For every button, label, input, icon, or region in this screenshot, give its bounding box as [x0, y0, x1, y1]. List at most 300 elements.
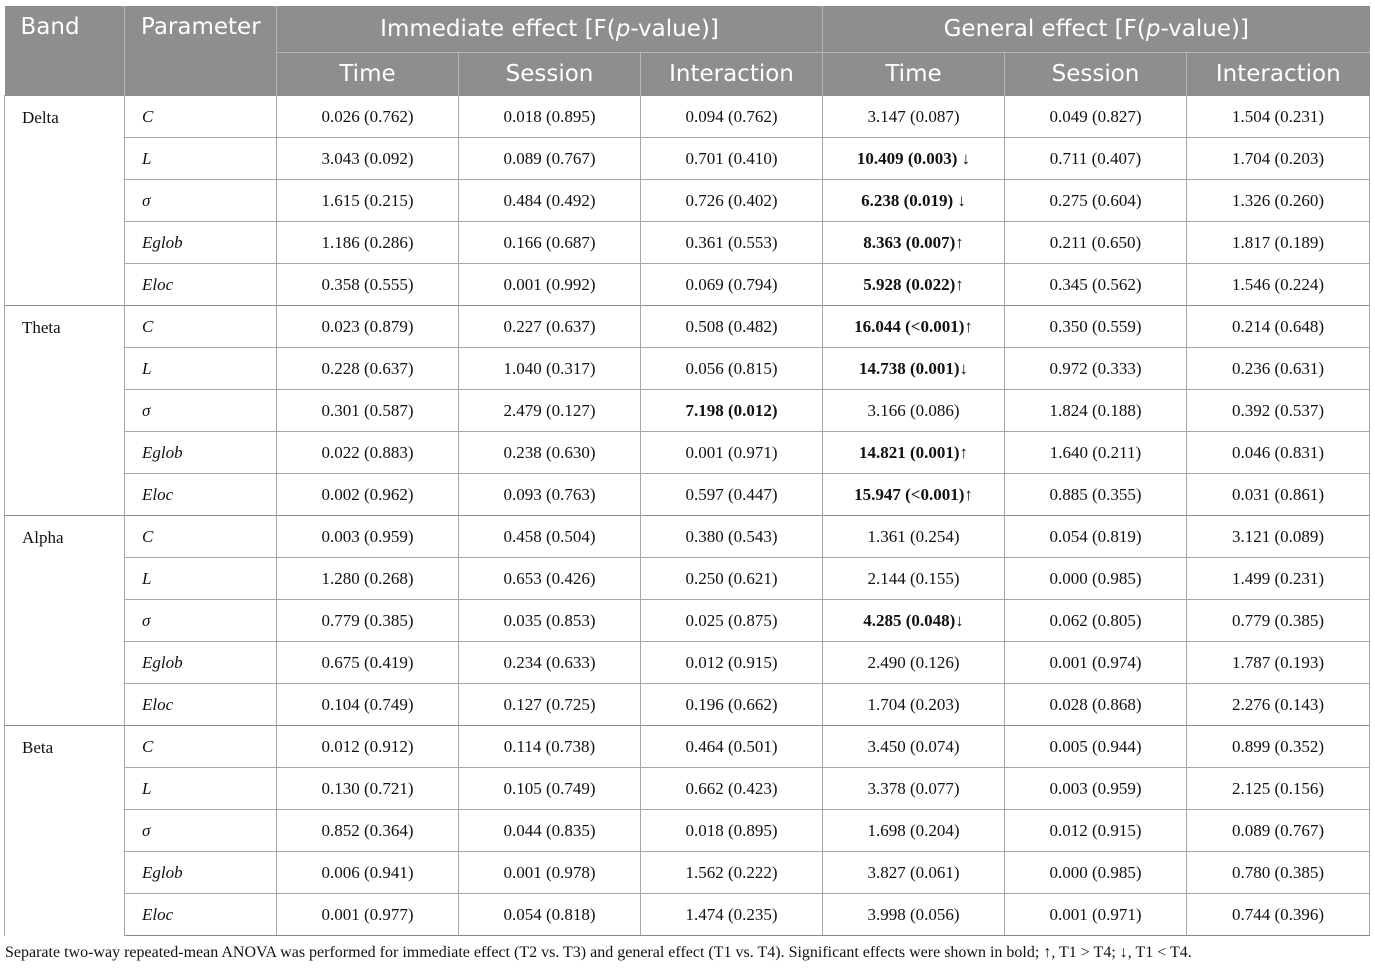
value-cell	[1187, 516, 1370, 558]
value-cell	[459, 810, 641, 852]
value-text: 0.228 (0.637)	[321, 358, 414, 378]
value-cell	[1005, 432, 1187, 474]
value-cell	[459, 558, 641, 600]
value-text: 1.186 (0.286)	[321, 232, 414, 252]
parameter-cell: Eglob	[125, 432, 277, 474]
value-text: 0.675 (0.419)	[321, 652, 414, 672]
value-text: 0.234 (0.633)	[503, 652, 596, 672]
value-text: 0.114 (0.738)	[503, 736, 596, 756]
direction-arrow: ↑	[964, 316, 973, 336]
value-cell	[823, 264, 1005, 306]
value-cell	[277, 306, 459, 348]
value-text: 4.285 (0.048)	[863, 610, 956, 630]
value-text: 0.196 (0.662)	[685, 694, 778, 714]
value-cell	[1005, 642, 1187, 684]
table-row	[5, 96, 1370, 138]
table-row	[5, 600, 1370, 642]
value-text: 0.023 (0.879)	[321, 316, 414, 336]
parameter-cell: C	[125, 306, 277, 348]
value-text: 0.166 (0.687)	[503, 232, 596, 252]
value-text: 14.738 (0.001)	[858, 358, 960, 378]
value-cell	[823, 684, 1005, 726]
value-cell	[641, 516, 823, 558]
subheader-immediate-interaction: Interaction	[641, 53, 823, 96]
band-cell: Delta	[5, 96, 125, 306]
parameter-cell: L	[125, 558, 277, 600]
value-cell	[459, 390, 641, 432]
value-cell	[277, 348, 459, 390]
table-row	[5, 222, 1370, 264]
value-cell	[459, 516, 641, 558]
value-cell	[277, 390, 459, 432]
value-cell	[1187, 432, 1370, 474]
table-row	[5, 306, 1370, 348]
value-text: 0.238 (0.630)	[503, 442, 596, 462]
value-text: 15.947 (<0.001)	[854, 484, 965, 504]
value-text: 0.127 (0.725)	[503, 694, 596, 714]
value-cell	[1005, 852, 1187, 894]
subheader-immediate-time: Time	[277, 53, 459, 96]
value-cell	[1187, 894, 1370, 936]
parameter-cell: Eloc	[125, 684, 277, 726]
value-text: 1.704 (0.203)	[1231, 148, 1325, 168]
direction-arrow: ↓	[953, 190, 966, 210]
value-cell	[1187, 96, 1370, 138]
value-text: 0.380 (0.543)	[685, 526, 778, 546]
value-cell	[641, 96, 823, 138]
parameter-cell: L	[125, 768, 277, 810]
value-cell	[641, 600, 823, 642]
value-cell	[277, 432, 459, 474]
value-cell	[1005, 558, 1187, 600]
value-text: 1.824 (0.188)	[1049, 400, 1142, 420]
value-text: 0.056 (0.815)	[685, 358, 778, 378]
table-row	[5, 138, 1370, 180]
value-cell	[641, 180, 823, 222]
value-text: 1.640 (0.211)	[1049, 442, 1142, 462]
value-cell	[1005, 684, 1187, 726]
value-text: 7.198 (0.012)	[685, 400, 778, 420]
parameter-cell: Eglob	[125, 852, 277, 894]
value-cell	[641, 222, 823, 264]
value-text: 0.093 (0.763)	[503, 484, 596, 504]
value-cell	[1187, 306, 1370, 348]
immediate-effect-prefix: Immediate effect [F(	[380, 16, 616, 42]
value-cell	[277, 180, 459, 222]
immediate-effect-suffix: -value)]	[630, 16, 719, 42]
value-cell	[277, 264, 459, 306]
value-cell	[1187, 264, 1370, 306]
parameter-cell: Eloc	[125, 894, 277, 936]
value-text: 0.227 (0.637)	[503, 316, 596, 336]
value-cell	[641, 726, 823, 768]
value-text: 0.012 (0.915)	[685, 652, 778, 672]
general-effect-p: p	[1145, 16, 1161, 42]
value-cell	[1005, 348, 1187, 390]
value-text: 1.504 (0.231)	[1231, 106, 1325, 126]
value-text: 0.001 (0.971)	[685, 442, 778, 462]
value-text: 1.562 (0.222)	[685, 862, 778, 882]
value-cell	[641, 138, 823, 180]
value-text: 1.280 (0.268)	[321, 568, 414, 588]
value-text: 0.000 (0.985)	[1049, 568, 1142, 588]
value-text: 3.450 (0.074)	[867, 736, 960, 756]
subheader-general-time: Time	[823, 53, 1005, 96]
value-cell	[459, 222, 641, 264]
value-cell	[1187, 348, 1370, 390]
value-cell	[459, 306, 641, 348]
value-text: 0.250 (0.621)	[685, 568, 778, 588]
parameter-cell: Eloc	[125, 474, 277, 516]
value-cell	[277, 96, 459, 138]
value-text: 0.275 (0.604)	[1049, 190, 1142, 210]
value-text: 0.046 (0.831)	[1231, 442, 1325, 462]
value-text: 2.125 (0.156)	[1231, 778, 1325, 798]
value-cell	[277, 726, 459, 768]
table-row	[5, 390, 1370, 432]
value-text: 0.744 (0.396)	[1231, 904, 1325, 924]
anova-table-container	[4, 6, 1369, 936]
value-text: 0.054 (0.818)	[503, 904, 596, 924]
value-text: 0.345 (0.562)	[1049, 274, 1142, 294]
value-text: 0.105 (0.749)	[503, 778, 596, 798]
parameter-cell: C	[125, 726, 277, 768]
value-cell	[277, 474, 459, 516]
value-cell	[459, 180, 641, 222]
table-row	[5, 726, 1370, 768]
value-cell	[1005, 810, 1187, 852]
table-footnote: Separate two-way repeated-mean ANOVA was performed for immediate effect (T2 vs. T3) and general effect (T1 vs. T4). Significant effects were shown in bold; ↑, T1 > T4; ↓, T1 < T4.	[5, 944, 1192, 961]
value-text: 0.361 (0.553)	[685, 232, 778, 252]
value-cell	[823, 768, 1005, 810]
value-cell	[823, 516, 1005, 558]
value-cell	[823, 642, 1005, 684]
parameter-cell: C	[125, 96, 277, 138]
value-cell	[277, 684, 459, 726]
table-row	[5, 642, 1370, 684]
direction-arrow: ↑	[959, 442, 969, 462]
value-text: 0.779 (0.385)	[1231, 610, 1325, 630]
value-text: 0.001 (0.978)	[503, 862, 596, 882]
value-text: 14.821 (0.001)	[858, 442, 960, 462]
general-effect-suffix: -value)]	[1160, 16, 1249, 42]
value-cell	[459, 642, 641, 684]
value-cell	[1005, 306, 1187, 348]
table-row	[5, 810, 1370, 852]
value-text: 0.779 (0.385)	[321, 610, 414, 630]
value-text: 0.701 (0.410)	[685, 148, 778, 168]
immediate-effect-p: p	[615, 16, 631, 42]
value-cell	[1005, 600, 1187, 642]
parameter-cell: Eglob	[125, 642, 277, 684]
value-cell	[277, 642, 459, 684]
value-text: 10.409 (0.003)	[856, 148, 958, 168]
value-cell	[641, 390, 823, 432]
table-row	[5, 684, 1370, 726]
value-cell	[1187, 684, 1370, 726]
value-text: 0.018 (0.895)	[503, 106, 596, 126]
value-cell	[641, 306, 823, 348]
parameter-cell: L	[125, 348, 277, 390]
value-cell	[823, 558, 1005, 600]
value-cell	[1187, 768, 1370, 810]
table-body	[5, 96, 1370, 936]
value-text: 0.003 (0.959)	[321, 526, 414, 546]
value-cell	[459, 348, 641, 390]
value-text: 1.546 (0.224)	[1231, 274, 1325, 294]
table-row	[5, 516, 1370, 558]
value-text: 0.597 (0.447)	[685, 484, 778, 504]
value-cell	[823, 348, 1005, 390]
value-text: 0.005 (0.944)	[1049, 736, 1142, 756]
band-cell: Theta	[5, 306, 125, 516]
value-text: 1.698 (0.204)	[867, 820, 960, 840]
direction-arrow: ↑	[955, 232, 964, 252]
value-text: 0.001 (0.992)	[503, 274, 596, 294]
parameter-cell: C	[125, 516, 277, 558]
value-cell	[277, 516, 459, 558]
value-cell	[1005, 222, 1187, 264]
subheader-general-interaction: Interaction	[1187, 53, 1370, 96]
value-cell	[1187, 474, 1370, 516]
table-row	[5, 180, 1370, 222]
value-text: 0.031 (0.861)	[1231, 484, 1325, 504]
value-cell	[641, 768, 823, 810]
value-cell	[1187, 222, 1370, 264]
value-cell	[459, 684, 641, 726]
table-row	[5, 264, 1370, 306]
value-cell	[1005, 138, 1187, 180]
value-text: 1.704 (0.203)	[867, 694, 960, 714]
value-cell	[1005, 768, 1187, 810]
value-cell	[1005, 516, 1187, 558]
general-effect-prefix: General effect [F(	[943, 16, 1146, 42]
value-cell	[823, 96, 1005, 138]
value-cell	[641, 684, 823, 726]
parameter-cell: σ	[125, 180, 277, 222]
value-cell	[823, 306, 1005, 348]
value-cell	[641, 348, 823, 390]
value-text: 1.615 (0.215)	[321, 190, 414, 210]
value-cell	[823, 726, 1005, 768]
direction-arrow: ↑	[964, 484, 973, 504]
value-cell	[641, 264, 823, 306]
value-text: 0.026 (0.762)	[321, 106, 414, 126]
parameter-cell: σ	[125, 810, 277, 852]
value-text: 0.018 (0.895)	[685, 820, 778, 840]
table-row	[5, 432, 1370, 474]
direction-arrow: ↑	[955, 274, 964, 294]
value-cell	[641, 810, 823, 852]
value-cell	[641, 894, 823, 936]
band-column-header: Band	[5, 6, 125, 96]
value-cell	[823, 138, 1005, 180]
parameter-cell: σ	[125, 600, 277, 642]
value-text: 0.035 (0.853)	[503, 610, 596, 630]
value-text: 0.885 (0.355)	[1049, 484, 1142, 504]
value-cell	[1187, 138, 1370, 180]
value-text: 2.276 (0.143)	[1231, 694, 1325, 714]
value-cell	[277, 600, 459, 642]
value-cell	[823, 432, 1005, 474]
value-text: 0.000 (0.985)	[1049, 862, 1142, 882]
value-text: 0.358 (0.555)	[321, 274, 414, 294]
value-cell	[1187, 852, 1370, 894]
value-text: 3.998 (0.056)	[867, 904, 960, 924]
table-header	[5, 6, 1370, 96]
direction-arrow: ↓	[959, 358, 969, 378]
value-text: 0.062 (0.805)	[1049, 610, 1142, 630]
value-text: 0.001 (0.971)	[1049, 904, 1142, 924]
value-text: 0.508 (0.482)	[685, 316, 778, 336]
value-cell	[641, 432, 823, 474]
value-cell	[459, 600, 641, 642]
value-text: 1.361 (0.254)	[867, 526, 960, 546]
table-row	[5, 852, 1370, 894]
parameter-cell: Eglob	[125, 222, 277, 264]
value-text: 0.012 (0.912)	[321, 736, 414, 756]
value-cell	[277, 558, 459, 600]
value-cell	[1187, 810, 1370, 852]
value-cell	[277, 810, 459, 852]
value-text: 0.049 (0.827)	[1049, 106, 1142, 126]
value-text: 3.147 (0.087)	[867, 106, 960, 126]
value-text: 3.827 (0.061)	[867, 862, 960, 882]
value-cell	[459, 432, 641, 474]
subheader-immediate-session: Session	[459, 53, 641, 96]
value-text: 0.022 (0.883)	[321, 442, 414, 462]
value-text: 1.326 (0.260)	[1231, 190, 1325, 210]
value-text: 0.392 (0.537)	[1231, 400, 1325, 420]
value-text: 0.069 (0.794)	[685, 274, 778, 294]
value-cell	[823, 474, 1005, 516]
value-cell	[823, 222, 1005, 264]
value-cell	[459, 894, 641, 936]
direction-arrow: ↓	[957, 148, 971, 168]
value-text: 0.012 (0.915)	[1049, 820, 1142, 840]
value-text: 0.214 (0.648)	[1231, 316, 1325, 336]
table-row	[5, 558, 1370, 600]
value-text: 0.025 (0.875)	[685, 610, 778, 630]
value-cell	[1187, 642, 1370, 684]
value-text: 1.040 (0.317)	[503, 358, 596, 378]
value-cell	[459, 852, 641, 894]
value-text: 0.130 (0.721)	[321, 778, 414, 798]
value-cell	[459, 474, 641, 516]
value-cell	[1187, 558, 1370, 600]
value-cell	[823, 390, 1005, 432]
value-text: 3.378 (0.077)	[867, 778, 960, 798]
value-text: 1.474 (0.235)	[685, 904, 778, 924]
value-text: 0.054 (0.819)	[1049, 526, 1142, 546]
value-text: 2.144 (0.155)	[867, 568, 960, 588]
value-cell	[459, 138, 641, 180]
value-text: 0.104 (0.749)	[321, 694, 414, 714]
value-text: 0.089 (0.767)	[1231, 820, 1325, 840]
value-cell	[823, 810, 1005, 852]
value-text: 3.166 (0.086)	[867, 400, 960, 420]
value-text: 0.094 (0.762)	[685, 106, 778, 126]
value-text: 2.479 (0.127)	[503, 400, 596, 420]
value-text: 16.044 (<0.001)	[854, 316, 965, 336]
value-cell	[823, 600, 1005, 642]
value-text: 1.787 (0.193)	[1231, 652, 1325, 672]
value-cell	[277, 852, 459, 894]
value-cell	[1005, 264, 1187, 306]
value-text: 1.817 (0.189)	[1231, 232, 1325, 252]
value-cell	[823, 852, 1005, 894]
value-text: 0.484 (0.492)	[503, 190, 596, 210]
value-cell	[823, 180, 1005, 222]
value-text: 0.972 (0.333)	[1049, 358, 1142, 378]
value-text: 6.238 (0.019)	[861, 190, 954, 210]
table-row	[5, 348, 1370, 390]
value-text: 0.899 (0.352)	[1231, 736, 1325, 756]
value-cell	[1005, 894, 1187, 936]
value-text: 0.006 (0.941)	[321, 862, 414, 882]
band-cell: Alpha	[5, 516, 125, 726]
value-text: 0.852 (0.364)	[321, 820, 414, 840]
immediate-effect-header	[277, 6, 823, 53]
value-cell	[459, 96, 641, 138]
value-text: 0.350 (0.559)	[1049, 316, 1142, 336]
value-text: 0.001 (0.974)	[1049, 652, 1142, 672]
parameter-cell: Eloc	[125, 264, 277, 306]
parameter-cell: L	[125, 138, 277, 180]
subheader-general-session: Session	[1005, 53, 1187, 96]
value-text: 0.089 (0.767)	[503, 148, 596, 168]
value-cell	[277, 138, 459, 180]
value-cell	[1187, 180, 1370, 222]
value-text: 0.003 (0.959)	[1049, 778, 1142, 798]
value-text: 0.458 (0.504)	[503, 526, 596, 546]
value-cell	[1187, 390, 1370, 432]
value-text: 3.121 (0.089)	[1231, 526, 1325, 546]
direction-arrow: ↓	[955, 610, 964, 630]
value-text: 0.662 (0.423)	[685, 778, 778, 798]
value-text: 0.002 (0.962)	[321, 484, 414, 504]
value-text: 0.780 (0.385)	[1231, 862, 1325, 882]
value-text: 1.499 (0.231)	[1231, 568, 1325, 588]
value-cell	[1005, 390, 1187, 432]
value-text: 0.301 (0.587)	[321, 400, 414, 420]
value-text: 0.028 (0.868)	[1049, 694, 1142, 714]
value-cell	[277, 222, 459, 264]
value-text: 2.490 (0.126)	[867, 652, 960, 672]
table-row	[5, 474, 1370, 516]
value-cell	[1005, 474, 1187, 516]
value-cell	[641, 642, 823, 684]
table-row	[5, 768, 1370, 810]
value-cell	[277, 768, 459, 810]
anova-results-table	[4, 6, 1370, 936]
value-cell	[641, 474, 823, 516]
value-cell	[823, 894, 1005, 936]
value-text: 0.001 (0.977)	[321, 904, 414, 924]
value-text: 0.236 (0.631)	[1231, 358, 1325, 378]
value-text: 0.653 (0.426)	[503, 568, 596, 588]
value-text: 5.928 (0.022)	[863, 274, 956, 294]
value-text: 3.043 (0.092)	[321, 148, 414, 168]
table-row	[5, 894, 1370, 936]
value-text: 0.464 (0.501)	[685, 736, 778, 756]
value-cell	[1005, 726, 1187, 768]
value-cell	[641, 852, 823, 894]
value-cell	[641, 558, 823, 600]
value-cell	[1005, 96, 1187, 138]
parameter-cell: σ	[125, 390, 277, 432]
value-cell	[277, 894, 459, 936]
